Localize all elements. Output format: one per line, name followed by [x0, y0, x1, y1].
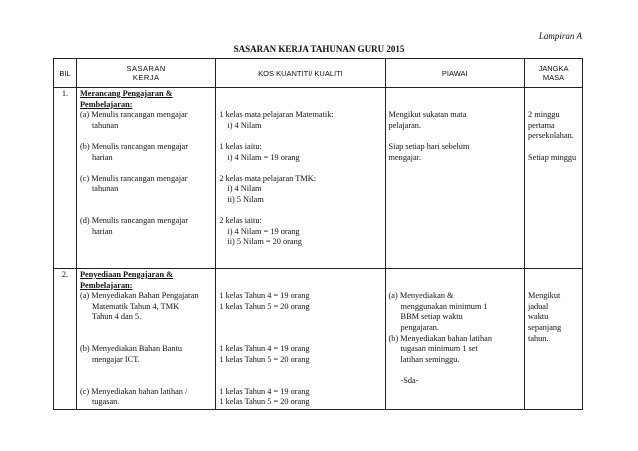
kos-a-line1: 1 kelas Tahun 4 = 19 orang	[219, 291, 310, 301]
item-c	[80, 174, 212, 195]
jangka-cell	[525, 88, 583, 269]
piawai-a-line1: (a) Menyediakan &	[388, 291, 454, 301]
item-a-line3: Tahun 4 dan 5.	[91, 312, 142, 322]
section-heading-line2: Pembelajaran:	[79, 99, 133, 109]
column-header-sasaran-line2: KERJA	[132, 73, 160, 82]
piawai-sda: -Sda-	[400, 375, 419, 385]
piawai-a-line1: Mengikut sukatan mata	[388, 110, 467, 120]
item-a	[80, 110, 212, 131]
item-c-line2: tahunan	[91, 184, 119, 194]
kos-c-line3: ii) 5 Nilam	[227, 194, 264, 204]
kos-cell	[216, 88, 385, 269]
kos-c-line1: 2 kelas mata pelajaran TMK:	[219, 173, 316, 183]
kos-d-line1: 2 kelas iaitu:	[219, 216, 262, 226]
piawai-cell	[385, 269, 524, 410]
piawai-cell	[385, 88, 524, 269]
kos-d-line3: ii) 5 Nilam = 20 orang	[227, 237, 302, 247]
piawai-b-line1: (b) Menyediakan bahan latihan	[388, 333, 492, 343]
kos-a-line2: 1 kelas Tahun 5 = 20 orang	[219, 301, 310, 311]
item-d-line1: (d) Menulis rancangan mengajar	[79, 216, 188, 226]
item-b	[80, 142, 212, 163]
column-header-sasaran-line1: SASARAN	[126, 64, 166, 73]
document-title: SASARAN KERJA TAHUNAN GURU 2015	[233, 44, 405, 54]
item-c-line1: (c) Menyediakan bahan latihan /	[79, 386, 188, 396]
piawai-b-line1: Siap setiap hari sebelum	[388, 141, 470, 151]
work-target-table	[53, 58, 583, 410]
item-c-line1: (c) Menulis rancangan mengajar	[79, 173, 188, 183]
kos-a-line1: 1 kelas mata pelajaran Matematik:	[219, 110, 334, 120]
section-heading-line1: Penyediaan Pengajaran &	[79, 270, 174, 279]
kos-c-line2: i) 4 Nilam	[227, 184, 262, 194]
sasaran-cell	[76, 88, 215, 269]
kos-b-line1: 1 kelas Tahun 4 = 19 orang	[219, 344, 310, 354]
row-number: 2.	[54, 269, 77, 410]
table-row	[54, 88, 583, 269]
jangka-line1: Mengikut jadual	[528, 291, 561, 311]
item-b-line1: (b) Menyediakan Bahan Bantu	[79, 344, 183, 354]
piawai-b-line2: tugasan minimum 1 set	[400, 344, 478, 354]
item-a-line2: Matematik Tahun 4, TMK	[91, 301, 180, 311]
jangka-cell	[525, 269, 583, 410]
item-d-line2: harian	[91, 226, 113, 236]
sasaran-cell	[76, 269, 215, 410]
attachment-label: Lampiran A	[538, 31, 582, 41]
item-a-line1: (a) Menulis rancangan mengajar	[79, 110, 188, 120]
kos-a-line2: i) 4 Nilam	[227, 120, 262, 130]
column-header-jangka-line2: MASA	[542, 73, 565, 82]
section-heading-line1: Merancang Pengajaran &	[79, 89, 173, 98]
kos-b-line2: i) 4 Nilam = 19 orang	[227, 152, 300, 162]
row-number: 1.	[54, 88, 77, 269]
item-d	[80, 216, 212, 237]
piawai-a-line4: pengajaran.	[400, 322, 439, 332]
item-a-line1: (a) Menyediakan Bahan Pengajaran	[79, 291, 199, 301]
kos-c-line2: 1 kelas Tahun 5 = 20 orang	[219, 397, 310, 407]
table-header-row	[54, 59, 583, 88]
jangka-line2: waktu sepanjang	[528, 312, 562, 332]
kos-cell	[216, 269, 385, 410]
kos-d-line2: i) 4 Nilam = 19 orang	[227, 226, 300, 236]
jangka-a-line2: persekolahan.	[528, 131, 574, 141]
column-header-sasaran	[76, 59, 215, 88]
column-header-bil: BIL	[54, 59, 77, 88]
jangka-line3: tahun.	[528, 333, 549, 343]
kos-b-line2: 1 kelas Tahun 5 = 20 orang	[219, 354, 310, 364]
piawai-a-line2: menggunakan minimum 1	[400, 301, 488, 311]
jangka-a-line1: 2 minggu pertama	[528, 110, 560, 130]
piawai-a-line3: BBM setiap waktu	[400, 312, 463, 322]
item-b-line2: harian	[91, 152, 113, 162]
piawai-b-line2: mengajar.	[388, 152, 422, 162]
jangka-b: Setiap minggu	[528, 152, 577, 162]
kos-c-line1: 1 kelas Tahun 4 = 19 orang	[219, 386, 310, 396]
table-row	[54, 269, 583, 410]
item-a-line2: tahunan	[91, 120, 119, 130]
item-b-line1: (b) Menulis rancangan mengajar	[79, 141, 188, 151]
item-b-line2: mengajar ICT.	[91, 354, 140, 364]
piawai-b-line3: latihan seminggu.	[400, 354, 460, 364]
kos-b-line1: 1 kelas iaitu:	[219, 141, 262, 151]
column-header-jangka-line1: JANGKA	[538, 64, 569, 73]
section-heading-line2: Pembelajaran:	[79, 280, 133, 290]
item-c-line2: tugasan.	[91, 397, 120, 407]
column-header-jangka	[525, 59, 583, 88]
piawai-a-line2: pelajaran.	[388, 120, 422, 130]
column-header-kos: KOS KUANTITI/ KUALITI	[216, 59, 385, 88]
column-header-piawai: PIAWAI	[385, 59, 524, 88]
